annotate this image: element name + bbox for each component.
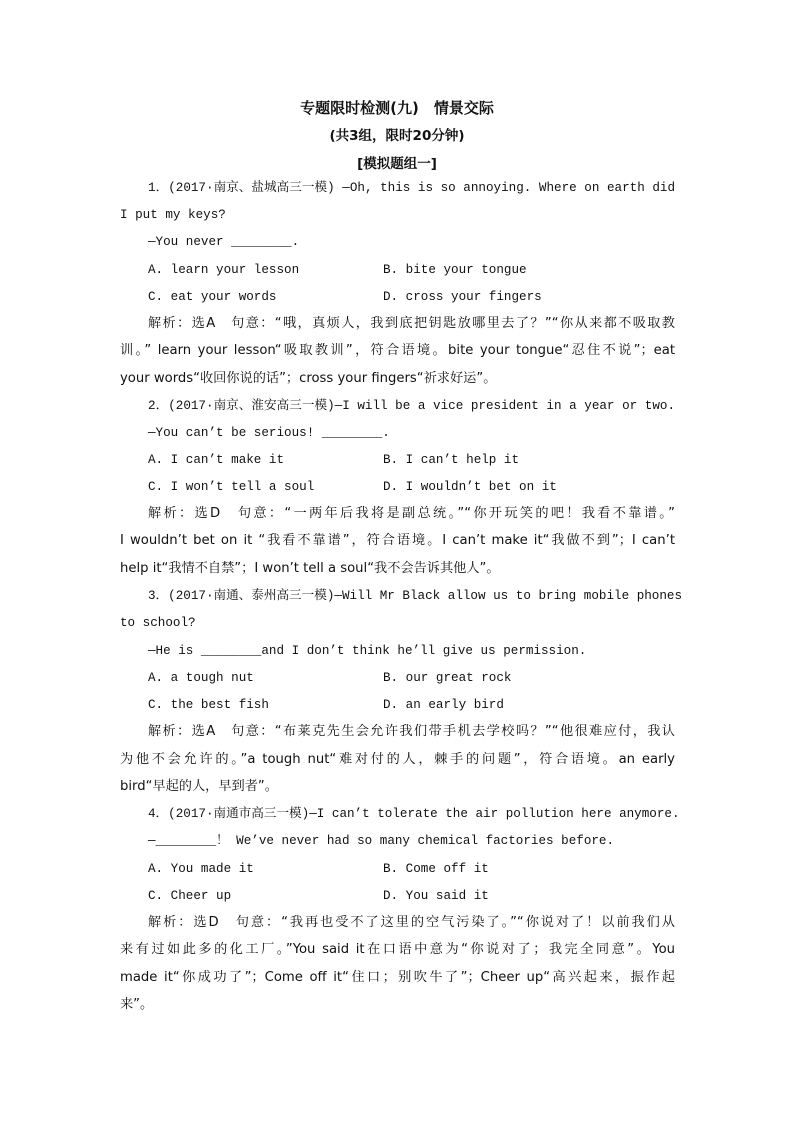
question-3-reply: —He is ________and I don’t think he’ll give us permission. <box>148 644 587 658</box>
question-4-stem: 4．(2017·南通市高三一模)—I can’t tolerate the air pollution here anymore. <box>148 807 680 821</box>
question-4-option-c: C. Cheer up <box>148 889 232 903</box>
question-4-option-b: B. Come off it <box>383 862 489 876</box>
page-subtitle: (共3组，限时20分钟) <box>329 128 465 144</box>
question-1-option-a: A. learn your lesson <box>148 263 300 277</box>
question-4-analysis-line-1: 解析：选D 句意：“我再也受不了这里的空气污染了。”“你说对了！以前我们从 <box>148 915 675 930</box>
question-1-option-c: C. eat your words <box>148 290 277 304</box>
question-2-analysis-line-3: help it“我情不自禁”；I won’t tell a soul“我不会告诉其他人”。 <box>120 561 500 576</box>
question-1-stem: 1．(2017·南京、盐城高三一模) —Oh, this is so annoying. Where on earth did <box>148 181 675 195</box>
question-2-option-a: A. I can’t make it <box>148 453 285 467</box>
question-3-stem: 3．(2017·南通、泰州高三一模)—Will Mr Black allow us to bring mobile phones <box>148 589 683 603</box>
question-3-stem-cont: to school? <box>120 616 196 630</box>
question-4-analysis-line-4: 来”。 <box>120 997 154 1012</box>
question-3-analysis-line-3: bird“早起的人，早到者”。 <box>120 779 278 794</box>
question-4-analysis-line-3: made it“你成功了”；Come off it“住口；别吹牛了”；Cheer up“高兴起来，振作起 <box>120 970 675 985</box>
question-3-option-b: B. our great rock <box>383 671 512 685</box>
question-2-option-b: B. I can’t help it <box>383 453 520 467</box>
question-1-option-b: B. bite your tongue <box>383 263 527 277</box>
question-3-option-d: D. an early bird <box>383 698 504 712</box>
question-2-stem: 2．(2017·南京、淮安高三一模)—I will be a vice president in a year or two. <box>148 399 675 413</box>
question-1-reply: —You never ________. <box>148 235 300 249</box>
question-3-analysis-line-2: 为他不会允许的。”a tough nut“难对付的人，棘手的问题”，符合语境。an early <box>120 752 675 767</box>
question-2-option-d: D. I wouldn’t bet on it <box>383 480 557 494</box>
question-2-analysis-line-1: 解析：选D 句意：“一两年后我将是副总统。”“你开玩笑的吧！我看不靠谱。” <box>148 506 675 521</box>
question-4-option-d: D. You said it <box>383 889 489 903</box>
question-2-analysis-line-2: I wouldn’t bet on it “我看不靠谱”，符合语境。I can’t make it“我做不到”；I can’t <box>120 533 675 548</box>
question-3-option-c: C. the best fish <box>148 698 269 712</box>
question-3-analysis-line-1: 解析：选A 句意：“布莱克先生会允许我们带手机去学校吗？”“他很难应付，我认 <box>148 724 675 739</box>
question-1-option-d: D. cross your fingers <box>383 290 542 304</box>
question-4-analysis-line-2: 来有过如此多的化工厂。”You said it在口语中意为“你说对了；我完全同意”。You <box>120 942 675 957</box>
question-2-option-c: C. I won’t tell a soul <box>148 480 315 494</box>
question-4-reply: —________！ We’ve never had so many chemical factories before. <box>148 834 615 848</box>
question-4-option-a: A. You made it <box>148 862 254 876</box>
question-1-analysis-line-1: 解析：选A 句意：“哦，真烦人，我到底把钥匙放哪里去了？”“你从来都不吸取教 <box>148 316 675 331</box>
question-1-stem-cont: I put my keys? <box>120 208 226 222</box>
group-heading: [模拟题组一] <box>357 156 437 172</box>
question-3-option-a: A. a tough nut <box>148 671 254 685</box>
page-title: 专题限时检测(九) 情景交际 <box>300 99 494 117</box>
question-1-analysis-line-3: your words“收回你说的话”；cross your fingers“祈求好运”。 <box>120 371 497 386</box>
question-2-reply: —You can’t be serious! ________. <box>148 426 390 440</box>
question-1-analysis-line-2: 训。” learn your lesson“吸取教训”，符合语境。bite your tongue“忍住不说”；eat <box>120 343 675 358</box>
